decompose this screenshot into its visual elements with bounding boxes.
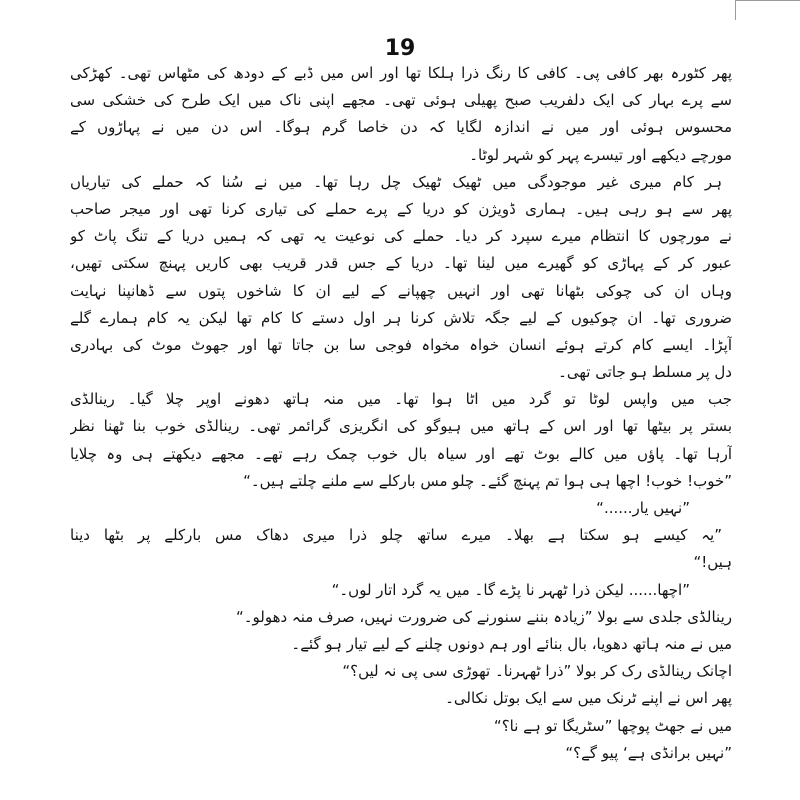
text-line: ”نہیں یار......“ — [596, 499, 690, 517]
text-line: ہیں!“ — [693, 553, 732, 572]
text-line: ”یہ کیسے ہو سکتا ہے بھلا۔ میرے ساتھ چلو ذرا میری دھاک مس بارکلے پر بٹھا دینا — [70, 526, 722, 545]
body-text — [70, 60, 732, 767]
text-line: اچانک رینالڈی رک کر بولا ”ذرا ٹھہرنا۔ تھوڑی سی پی نہ لیں؟“ — [342, 662, 732, 681]
text-line: نے مورچوں کا انتظام میرے سپرد کر دیا۔ حملے کی نوعیت یہ تھی کہ ہمیں دریا کے تنگ پاٹ کو — [70, 227, 732, 246]
text-line: محسوس ہوئی اور میں نے اندازہ لگایا کہ دن خاصا گرم ہوگا۔ اس دن میں نے پہاڑوں کے — [70, 118, 732, 137]
text-line: پھر کٹورہ بھر کافی پی۔ کافی کا رنگ ذرا ہلکا تھا اور اس میں ڈبے کے دودھ کی مٹھاس تھی۔ کھڑکی — [70, 64, 732, 82]
text-line: ”نہیں برانڈی ہے‘ پیو گے؟“ — [565, 743, 732, 762]
text-line: آپڑا۔ ایسے کام کرتے ہوئے انسان خواہ مخواہ فوجی سا بن جاتا تھا اور جھوٹ موٹ کی بہادری — [70, 335, 732, 354]
text-line: ”خوب! خوب! اچھا ہی ہوا تم پہنچ گئے۔ چلو مس بارکلے سے ملنے چلتے ہیں۔“ — [243, 471, 732, 490]
text-line: میں نے جھٹ پوچھا ”سٹریگا تو ہے نا؟“ — [493, 716, 732, 735]
page-number: 19 — [384, 36, 416, 61]
text-line: سے پرے بہار کی ایک دلفریب صبح پھیلی ہوئی تھی۔ مجھے اپنی ناک میں ایک طرح کی خشکی سی — [70, 91, 732, 110]
text-line: عبور کر کے پہاڑی کو گھیرے میں لینا تھا۔ دریا کے جس قدر قریب بھی کاریں پہنچ سکتی تھیں، — [70, 254, 732, 273]
text-line: بستر پر بیٹھا تھا اور اس کے ہاتھ میں ہیوگو کی انگریزی گرائمر تھی۔ رینالڈی خوب بنا ٹھنا نظر — [70, 417, 732, 436]
text-line: مورچے دیکھے اور تیسرے پہر کو شہر لوٹا۔ — [469, 145, 732, 164]
scan-border-top — [735, 0, 800, 1]
text-line: پھر اس نے اپنے ٹرنک میں سے ایک بوتل نکالی۔ — [445, 689, 732, 708]
text-line: جب میں واپس لوٹا تو گرد میں اٹا ہوا تھا۔ میں منہ ہاتھ دھونے اوپر چلا گیا۔ رینالڈی — [70, 390, 732, 409]
text-line: دل پر مسلط ہو جاتی تھی۔ — [558, 363, 732, 382]
text-line: میں نے منہ ہاتھ دھویا، بال بنائے اور ہم دونوں چلنے کے لیے تیار ہو گئے۔ — [291, 634, 732, 653]
scan-border-right — [735, 0, 736, 20]
text-line: ”اچھا...... لیکن ذرا ٹھہر نا پڑے گا۔ میں یہ گرد اتار لوں۔“ — [331, 580, 690, 599]
text-line: ہر کام میری غیر موجودگی میں ٹھیک ٹھیک چل رہا تھا۔ میں نے سُنا کہ حملے کی تیاریاں — [70, 172, 722, 191]
text-line: آرہا تھا۔ پاؤں میں کالے بوٹ تھے اور سیاہ بال خوب چمک رہے تھے۔ مجھے دیکھتے ہی وہ چلایا — [70, 444, 732, 463]
text-line: ضروری تھا۔ ان چوکیوں کے لیے جگہ تلاش کرنا ہر اول دستے کا کام تھا لیکن یہ کام ہمارے گلے — [70, 308, 732, 327]
text-line: وہاں ان کی چوکی بٹھانا تھی اور انہیں چھپانے کے لیے ان کا شاخوں پتوں سے ڈھانپنا نہایت — [70, 281, 732, 300]
text-line: رینالڈی جلدی سے بولا ”زیادہ بننے سنورنے کی ضرورت نہیں، صرف منہ دھولو۔“ — [235, 607, 732, 626]
text-line: پھر سے ہو رہی ہیں۔ ہماری ڈویژن کو دریا کے پرے حملے کی تیاری کرنا تھی اور میجر صاحب — [70, 199, 732, 218]
